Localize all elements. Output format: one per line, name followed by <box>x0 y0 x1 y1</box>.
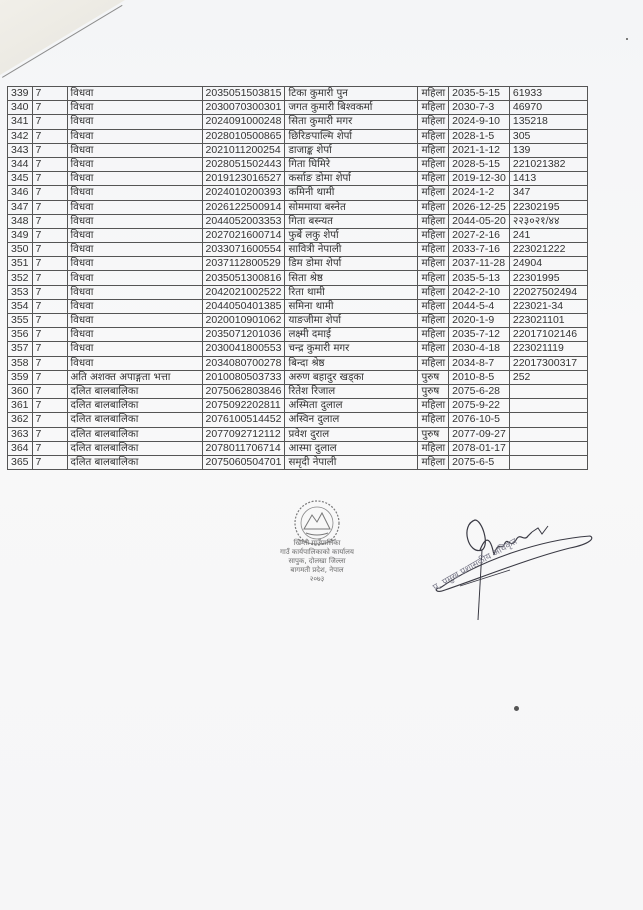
serial-cell: 357 <box>8 342 33 356</box>
ward-cell: 7 <box>32 157 67 171</box>
id-cell: 2042021002522 <box>202 285 285 299</box>
ref-cell: 22017102146 <box>509 328 587 342</box>
table-row <box>8 342 588 356</box>
category-cell: विधवा <box>67 157 202 171</box>
table-row <box>8 214 588 228</box>
gender-cell: पुरुष <box>418 370 449 384</box>
table-row <box>8 441 588 455</box>
table-row <box>8 157 588 171</box>
serial-cell: 353 <box>8 285 33 299</box>
serial-cell: 344 <box>8 157 33 171</box>
name-cell: याङजीमा शेर्पा <box>285 314 418 328</box>
name-cell: अस्मिता दुलाल <box>285 399 418 413</box>
category-cell: विधवा <box>67 87 202 101</box>
id-cell: 2076100514452 <box>202 413 285 427</box>
ref-cell: 22017300317 <box>509 356 587 370</box>
table-row <box>8 186 588 200</box>
category-cell: विधवा <box>67 314 202 328</box>
ward-cell: 7 <box>32 370 67 384</box>
table-row <box>8 271 588 285</box>
ward-cell: 7 <box>32 87 67 101</box>
ref-cell: 22027502494 <box>509 285 587 299</box>
dob-cell: 2028-5-15 <box>449 157 510 171</box>
gender-cell: पुरुष <box>418 384 449 398</box>
name-cell: लक्ष्मी दमाई <box>285 328 418 342</box>
ref-cell <box>509 413 587 427</box>
ink-speck <box>626 38 628 40</box>
ward-cell: 7 <box>32 427 67 441</box>
category-cell: अति अशक्त अपाङ्गता भत्ता <box>67 370 202 384</box>
serial-cell: 340 <box>8 101 33 115</box>
gender-cell: महिला <box>418 157 449 171</box>
serial-cell: 361 <box>8 399 33 413</box>
table-row <box>8 455 588 469</box>
id-cell: 2030041800553 <box>202 342 285 356</box>
ref-cell: 61933 <box>509 87 587 101</box>
id-cell: 2075092202811 <box>202 399 285 413</box>
dob-cell: 2035-5-13 <box>449 271 510 285</box>
gender-cell: महिला <box>418 356 449 370</box>
serial-cell: 341 <box>8 115 33 129</box>
signature <box>420 500 600 630</box>
ward-cell: 7 <box>32 399 67 413</box>
serial-cell: 349 <box>8 228 33 242</box>
dob-cell: 2010-8-5 <box>449 370 510 384</box>
dob-cell: 2044-05-20 <box>449 214 510 228</box>
dob-cell: 2019-12-30 <box>449 172 510 186</box>
ref-cell: 22302195 <box>509 200 587 214</box>
ref-cell: 46970 <box>509 101 587 115</box>
name-cell: डिम डोमा शेर्पा <box>285 257 418 271</box>
gender-cell: महिला <box>418 299 449 313</box>
ward-cell: 7 <box>32 101 67 115</box>
gender-cell: महिला <box>418 441 449 455</box>
name-cell: प्रवेश दुराल <box>285 427 418 441</box>
name-cell: टिका कुमारी पुन <box>285 87 418 101</box>
table-row <box>8 314 588 328</box>
category-cell: दलित बालबालिका <box>67 441 202 455</box>
dob-cell: 2044-5-4 <box>449 299 510 313</box>
category-cell: विधवा <box>67 243 202 257</box>
ref-cell: 1413 <box>509 172 587 186</box>
category-cell: विधवा <box>67 200 202 214</box>
ward-cell: 7 <box>32 328 67 342</box>
table-row <box>8 200 588 214</box>
gender-cell: महिला <box>418 87 449 101</box>
table-row <box>8 129 588 143</box>
gender-cell: महिला <box>418 186 449 200</box>
name-cell: समिना थामी <box>285 299 418 313</box>
ward-cell: 7 <box>32 441 67 455</box>
seal-line-2: गाउँ कार्यपालिकाको कार्यालय <box>280 548 354 556</box>
name-cell: रितेश रिजाल <box>285 384 418 398</box>
serial-cell: 355 <box>8 314 33 328</box>
table-row <box>8 87 588 101</box>
category-cell: दलित बालबालिका <box>67 427 202 441</box>
beneficiary-table <box>7 86 588 470</box>
ref-cell: 22301995 <box>509 271 587 285</box>
category-cell: दलित बालबालिका <box>67 399 202 413</box>
ward-cell: 7 <box>32 299 67 313</box>
name-cell: अरुण बहादुर खड्का <box>285 370 418 384</box>
dob-cell: 2075-6-5 <box>449 455 510 469</box>
ward-cell: 7 <box>32 228 67 242</box>
dob-cell: 2030-7-3 <box>449 101 510 115</box>
serial-cell: 348 <box>8 214 33 228</box>
id-cell: 2034080700278 <box>202 356 285 370</box>
serial-cell: 351 <box>8 257 33 271</box>
ref-cell: 24904 <box>509 257 587 271</box>
serial-cell: 347 <box>8 200 33 214</box>
category-cell: विधवा <box>67 271 202 285</box>
ward-cell: 7 <box>32 200 67 214</box>
id-cell: 2019123016527 <box>202 172 285 186</box>
gender-cell: महिला <box>418 101 449 115</box>
dob-cell: 2030-4-18 <box>449 342 510 356</box>
name-cell: रिता थामी <box>285 285 418 299</box>
signatory-title: प्र. प्रमुख प्रशासकीय अधिकृत <box>431 536 520 594</box>
id-cell: 2033071600554 <box>202 243 285 257</box>
ref-cell: 223021119 <box>509 342 587 356</box>
dob-cell: 2034-8-7 <box>449 356 510 370</box>
id-cell: 2075062803846 <box>202 384 285 398</box>
ref-cell: 347 <box>509 186 587 200</box>
gender-cell: महिला <box>418 200 449 214</box>
table-row <box>8 328 588 342</box>
table-row <box>8 427 588 441</box>
gender-cell: महिला <box>418 285 449 299</box>
serial-cell: 354 <box>8 299 33 313</box>
name-cell: कमिनी थामी <box>285 186 418 200</box>
id-cell: 2024091000248 <box>202 115 285 129</box>
id-cell: 2044052003353 <box>202 214 285 228</box>
dob-cell: 2021-1-12 <box>449 143 510 157</box>
ref-cell: 223021222 <box>509 243 587 257</box>
gender-cell: महिला <box>418 243 449 257</box>
id-cell: 2077092712112 <box>202 427 285 441</box>
ward-cell: 7 <box>32 243 67 257</box>
serial-cell: 363 <box>8 427 33 441</box>
serial-cell: 346 <box>8 186 33 200</box>
ward-cell: 7 <box>32 214 67 228</box>
gender-cell: महिला <box>418 413 449 427</box>
category-cell: विधवा <box>67 214 202 228</box>
name-cell: जगत कुमारी बिश्वकर्मा <box>285 101 418 115</box>
name-cell: चन्द्र कुमारी मगर <box>285 342 418 356</box>
ward-cell: 7 <box>32 257 67 271</box>
id-cell: 2035051300816 <box>202 271 285 285</box>
category-cell: विधवा <box>67 186 202 200</box>
category-cell: विधवा <box>67 285 202 299</box>
category-cell: विधवा <box>67 356 202 370</box>
name-cell: गिता बस्न्यत <box>285 214 418 228</box>
id-cell: 2026122500914 <box>202 200 285 214</box>
ward-cell: 7 <box>32 271 67 285</box>
seal-line-3: सापुक, दोलखा जिल्ला <box>288 557 346 565</box>
table-row <box>8 285 588 299</box>
id-cell: 2027021600714 <box>202 228 285 242</box>
dob-cell: 2075-9-22 <box>449 399 510 413</box>
gender-cell: महिला <box>418 455 449 469</box>
name-cell: छिरिङपाल्मि शेर्पा <box>285 129 418 143</box>
ward-cell: 7 <box>32 455 67 469</box>
name-cell: सोममाया बस्नेत <box>285 200 418 214</box>
table-row <box>8 143 588 157</box>
gender-cell: महिला <box>418 228 449 242</box>
category-cell: दलित बालबालिका <box>67 384 202 398</box>
id-cell: 2024010200393 <box>202 186 285 200</box>
id-cell: 2044050401385 <box>202 299 285 313</box>
dob-cell: 2027-2-16 <box>449 228 510 242</box>
gender-cell: महिला <box>418 143 449 157</box>
table-row <box>8 243 588 257</box>
category-cell: विधवा <box>67 101 202 115</box>
ref-cell <box>509 427 587 441</box>
gender-cell: महिला <box>418 328 449 342</box>
category-cell: दलित बालबालिका <box>67 413 202 427</box>
seal-line-1: खिम्ती गाउँपालिका <box>293 539 341 547</box>
serial-cell: 342 <box>8 129 33 143</box>
ref-cell: २२३०२१/४४ <box>509 214 587 228</box>
gender-cell: पुरुष <box>418 427 449 441</box>
category-cell: विधवा <box>67 115 202 129</box>
gender-cell: महिला <box>418 172 449 186</box>
ward-cell: 7 <box>32 342 67 356</box>
serial-cell: 360 <box>8 384 33 398</box>
dob-cell: 2037-11-28 <box>449 257 510 271</box>
id-cell: 2037112800529 <box>202 257 285 271</box>
dob-cell: 2075-6-28 <box>449 384 510 398</box>
dob-cell: 2020-1-9 <box>449 314 510 328</box>
name-cell: डाजाङ्क शेर्पा <box>285 143 418 157</box>
ref-cell: 135218 <box>509 115 587 129</box>
id-cell: 2035051503815 <box>202 87 285 101</box>
table-row <box>8 115 588 129</box>
ref-cell: 241 <box>509 228 587 242</box>
ref-cell <box>509 455 587 469</box>
id-cell: 2078011706714 <box>202 441 285 455</box>
ref-cell: 252 <box>509 370 587 384</box>
ward-cell: 7 <box>32 314 67 328</box>
gender-cell: महिला <box>418 214 449 228</box>
ward-cell: 7 <box>32 172 67 186</box>
category-cell: विधवा <box>67 257 202 271</box>
table-row <box>8 370 588 384</box>
serial-cell: 356 <box>8 328 33 342</box>
ink-speck <box>514 706 519 711</box>
category-cell: विधवा <box>67 129 202 143</box>
table-row <box>8 413 588 427</box>
table-row <box>8 356 588 370</box>
dob-cell: 2035-7-12 <box>449 328 510 342</box>
ward-cell: 7 <box>32 413 67 427</box>
table-row <box>8 228 588 242</box>
serial-cell: 365 <box>8 455 33 469</box>
category-cell: विधवा <box>67 228 202 242</box>
id-cell: 2028051502443 <box>202 157 285 171</box>
ward-cell: 7 <box>32 129 67 143</box>
serial-cell: 352 <box>8 271 33 285</box>
gender-cell: महिला <box>418 257 449 271</box>
ref-cell: 223021-34 <box>509 299 587 313</box>
serial-cell: 339 <box>8 87 33 101</box>
ward-cell: 7 <box>32 143 67 157</box>
ward-cell: 7 <box>32 115 67 129</box>
table-row <box>8 101 588 115</box>
name-cell: बिन्दा श्रेष्ठ <box>285 356 418 370</box>
table-row <box>8 257 588 271</box>
category-cell: विधवा <box>67 342 202 356</box>
serial-cell: 358 <box>8 356 33 370</box>
ref-cell: 221021382 <box>509 157 587 171</box>
dob-cell: 2028-1-5 <box>449 129 510 143</box>
category-cell: विधवा <box>67 172 202 186</box>
table-row <box>8 384 588 398</box>
gender-cell: महिला <box>418 115 449 129</box>
gender-cell: महिला <box>418 342 449 356</box>
gender-cell: महिला <box>418 399 449 413</box>
dob-cell: 2033-7-16 <box>449 243 510 257</box>
serial-cell: 350 <box>8 243 33 257</box>
gender-cell: महिला <box>418 314 449 328</box>
category-cell: विधवा <box>67 328 202 342</box>
name-cell: गिता घिमिरे <box>285 157 418 171</box>
table-row <box>8 172 588 186</box>
category-cell: विधवा <box>67 143 202 157</box>
category-cell: दलित बालबालिका <box>67 455 202 469</box>
dob-cell: 2035-5-15 <box>449 87 510 101</box>
category-cell: विधवा <box>67 299 202 313</box>
ward-cell: 7 <box>32 384 67 398</box>
serial-cell: 362 <box>8 413 33 427</box>
ref-cell <box>509 384 587 398</box>
folded-corner <box>0 0 125 75</box>
ref-cell: 139 <box>509 143 587 157</box>
id-cell: 2010080503733 <box>202 370 285 384</box>
name-cell: आस्मा दुलाल <box>285 441 418 455</box>
ward-cell: 7 <box>32 186 67 200</box>
table-row <box>8 299 588 313</box>
name-cell: सावित्री नेपाली <box>285 243 418 257</box>
serial-cell: 345 <box>8 172 33 186</box>
table-body <box>8 87 588 470</box>
ward-cell: 7 <box>32 285 67 299</box>
name-cell: समृदी नेपाली <box>285 455 418 469</box>
ref-cell: 223021101 <box>509 314 587 328</box>
name-cell: सिता श्रेष्ठ <box>285 271 418 285</box>
dob-cell: 2042-2-10 <box>449 285 510 299</box>
id-cell: 2020010901062 <box>202 314 285 328</box>
seal-line-4: बागमती प्रदेश, नेपाल <box>290 566 344 574</box>
serial-cell: 364 <box>8 441 33 455</box>
ref-cell <box>509 399 587 413</box>
serial-cell: 343 <box>8 143 33 157</box>
id-cell: 2075060504701 <box>202 455 285 469</box>
ref-cell: 305 <box>509 129 587 143</box>
id-cell: 2028010500865 <box>202 129 285 143</box>
office-seal <box>262 495 372 595</box>
ref-cell <box>509 441 587 455</box>
dob-cell: 2026-12-25 <box>449 200 510 214</box>
dob-cell: 2077-09-27 <box>449 427 510 441</box>
table-row <box>8 399 588 413</box>
dob-cell: 2024-1-2 <box>449 186 510 200</box>
name-cell: अस्विन दुलाल <box>285 413 418 427</box>
name-cell: फुर्बे लकु शेर्पा <box>285 228 418 242</box>
id-cell: 2035071201036 <box>202 328 285 342</box>
gender-cell: महिला <box>418 129 449 143</box>
serial-cell: 359 <box>8 370 33 384</box>
name-cell: कर्साङ डोमा शेर्पा <box>285 172 418 186</box>
dob-cell: 2076-10-5 <box>449 413 510 427</box>
id-cell: 2021011200254 <box>202 143 285 157</box>
id-cell: 2030070300301 <box>202 101 285 115</box>
name-cell: सिता कुमारी मगर <box>285 115 418 129</box>
dob-cell: 2024-9-10 <box>449 115 510 129</box>
gender-cell: महिला <box>418 271 449 285</box>
dob-cell: 2078-01-17 <box>449 441 510 455</box>
seal-line-5: २०७३ <box>309 575 325 583</box>
ward-cell: 7 <box>32 356 67 370</box>
